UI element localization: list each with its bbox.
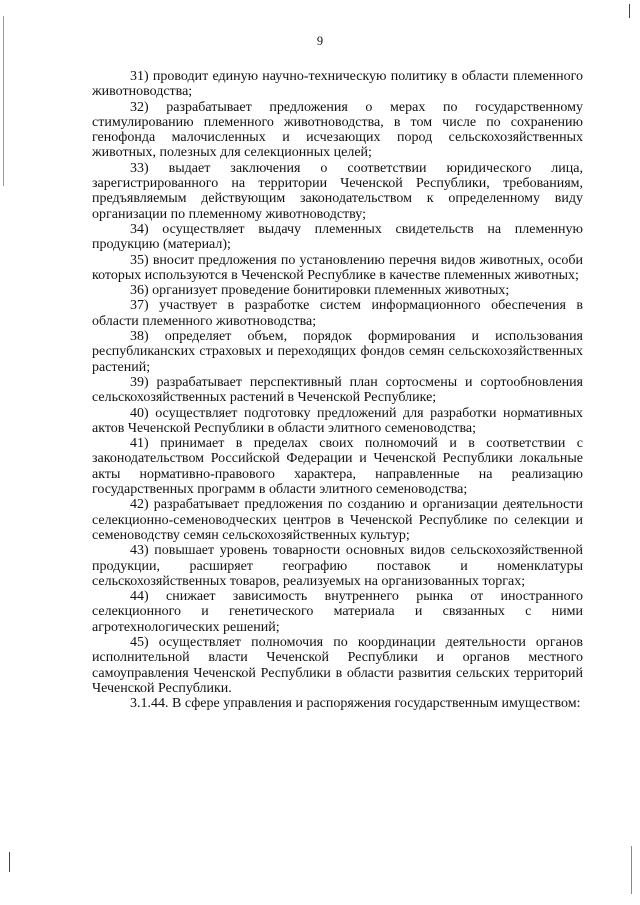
- paragraph-item-34: 34) осуществляет выдачу племенных свидетельств на племенную продукцию (материал);: [92, 221, 583, 253]
- paragraph-item-42: 42) разрабатывает предложения по созданию и организации деятельности селекционно-семеноводческих центров в Чеченской Республике по селекции и семеноводству семян сельскохозяйственных культур;: [92, 497, 583, 543]
- paragraph-item-35: 35) вносит предложения по установлению перечня видов животных, особи которых используются в Чеченской Республике в качестве племенных животных;: [92, 252, 583, 283]
- page-number: 9: [316, 34, 324, 48]
- paragraph-item-39: 39) разрабатывает перспективный план сортосмены и сортообновления сельскохозяйственных растений в Чеченской Республике;: [92, 374, 583, 406]
- paragraph-item-32: 32) разрабатывает предложения о мерах по государственному стимулированию племенного животноводства, в том числе по сохранению генофонда малочисленных и исчезающих пород сельскохозяйственных животных, полезных для селекционных целей;: [92, 99, 583, 161]
- scan-edge-mark-right-bottom: [631, 846, 632, 894]
- paragraph-item-41: 41) принимает в пределах своих полномочий и в соответствии с законодательством Российской Федерации и Чеченской Республики локальные акты нормативно-правового характера, направленные на реализацию государственных программ в области элитного семеноводства;: [92, 436, 583, 498]
- paragraph-item-38: 38) определяет объем, порядок формирования и использования республиканских страховых и переходящих фондов семян сельскохозяйственных растений;: [92, 329, 583, 375]
- scan-edge-mark-left-bottom: [9, 852, 10, 872]
- paragraph-item-33: 33) выдает заключения о соответствии юридического лица, зарегистрированного на территории Чеченской Республики, требованиям, предъявляемым действующим законодательством к определенному виду организации по племенному животноводству;: [92, 160, 583, 222]
- paragraph-item-43: 43) повышает уровень товарности основных видов сельскохозяйственной продукции, расширяет географию поставок и номенклатуры сельскохозяйственных товаров, реализуемых на организованных торгах;: [92, 543, 583, 589]
- paragraph-item-40: 40) осуществляет подготовку предложений для разработки нормативных актов Чеченской Республики в области элитного семеноводства;: [92, 405, 583, 436]
- paragraph-item-36: 36) организует проведение бонитировки племенных животных;: [130, 283, 510, 299]
- section-heading-3-1-44: 3.1.44. В сфере управления и распоряжения государственным имуществом:: [130, 696, 581, 712]
- paragraph-item-37: 37) участвует в разработке систем информационного обеспечения в области племенного животноводства;: [92, 298, 583, 329]
- document-body: [92, 69, 583, 711]
- paragraph-item-44: 44) снижает зависимость внутреннего рынка от иностранного селекционного и генетического материала и связанных с ними агротехнологических решений;: [92, 589, 583, 635]
- scan-edge-mark-right-top: [629, 4, 630, 18]
- paragraph-item-31: 31) проводит единую научно-техническую политику в области племенного животноводства;: [92, 69, 583, 100]
- paragraph-item-45: 45) осуществляет полномочия по координации деятельности органов исполнительной власти Чеченской Республики и органов местного самоуправления Чеченской Республики в области развития сельских территорий Чеченской Республики.: [92, 634, 583, 696]
